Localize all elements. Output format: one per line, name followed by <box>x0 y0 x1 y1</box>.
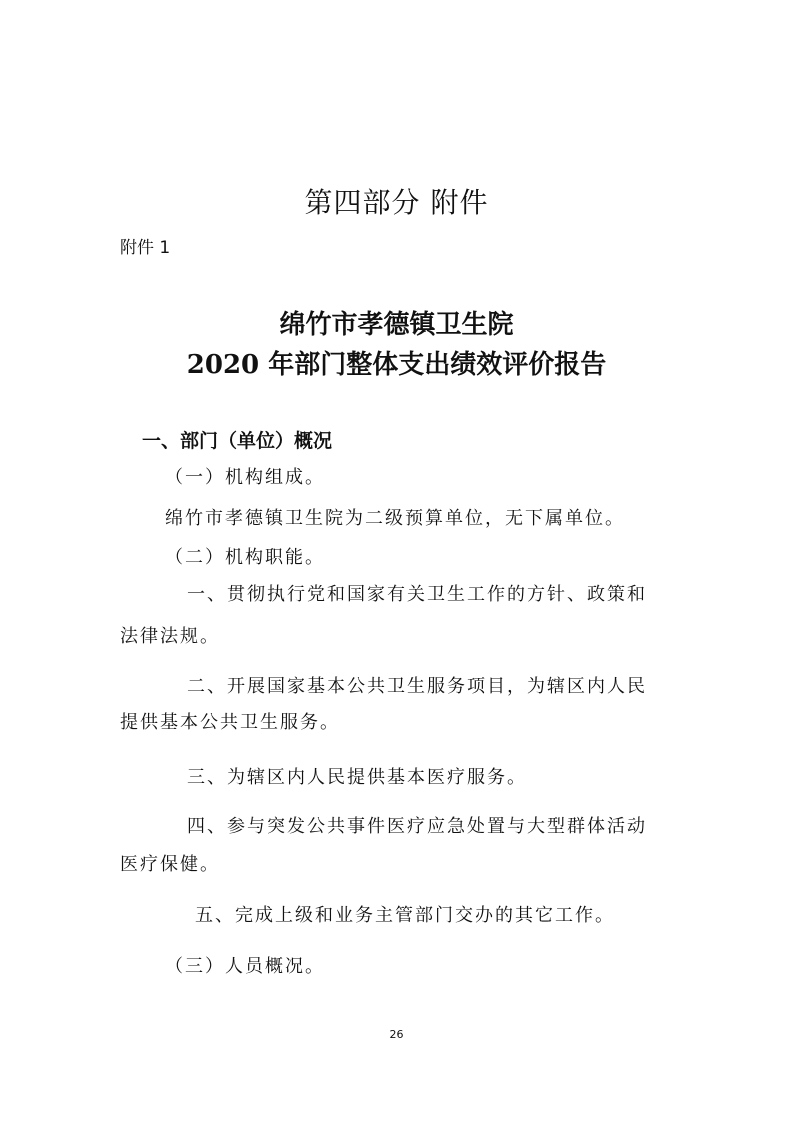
duty-1-line2: 法律法规。 <box>120 626 220 647</box>
subheading-personnel: （三）人员概况。 <box>165 956 325 977</box>
duty-3: 三、为辖区内人民提供基本医疗服务。 <box>187 767 527 788</box>
attachment-label: 附件 1 <box>120 238 171 258</box>
duty-2-line2: 提供基本公共卫生服务。 <box>120 712 340 733</box>
duty-5: 五、完成上级和业务主管部门交办的其它工作。 <box>195 905 615 926</box>
duty-4-line1: 四、参与突发公共事件医疗应急处置与大型群体活动 <box>187 816 647 837</box>
duty-2-line1: 二、开展国家基本公共卫生服务项目，为辖区内人民 <box>187 676 647 697</box>
duty-1-line1: 一、贯彻执行党和国家有关卫生工作的方针、政策和 <box>187 584 647 605</box>
section-heading-overview: 一、部门（单位）概况 <box>142 430 333 452</box>
subheading-organization: （一）机构组成。 <box>165 467 325 488</box>
page-number: 26 <box>389 1028 404 1041</box>
report-title-line1: 绵竹市孝德镇卫生院 <box>279 310 514 340</box>
part-title: 第四部分 附件 <box>304 186 489 219</box>
report-title-line2: 2020 年部门整体支出绩效评价报告 <box>186 350 607 380</box>
paragraph-organization: 绵竹市孝德镇卫生院为二级预算单位，无下属单位。 <box>165 508 625 529</box>
duty-4-line2: 医疗保健。 <box>120 854 220 875</box>
subheading-functions: （二）机构职能。 <box>165 547 325 568</box>
